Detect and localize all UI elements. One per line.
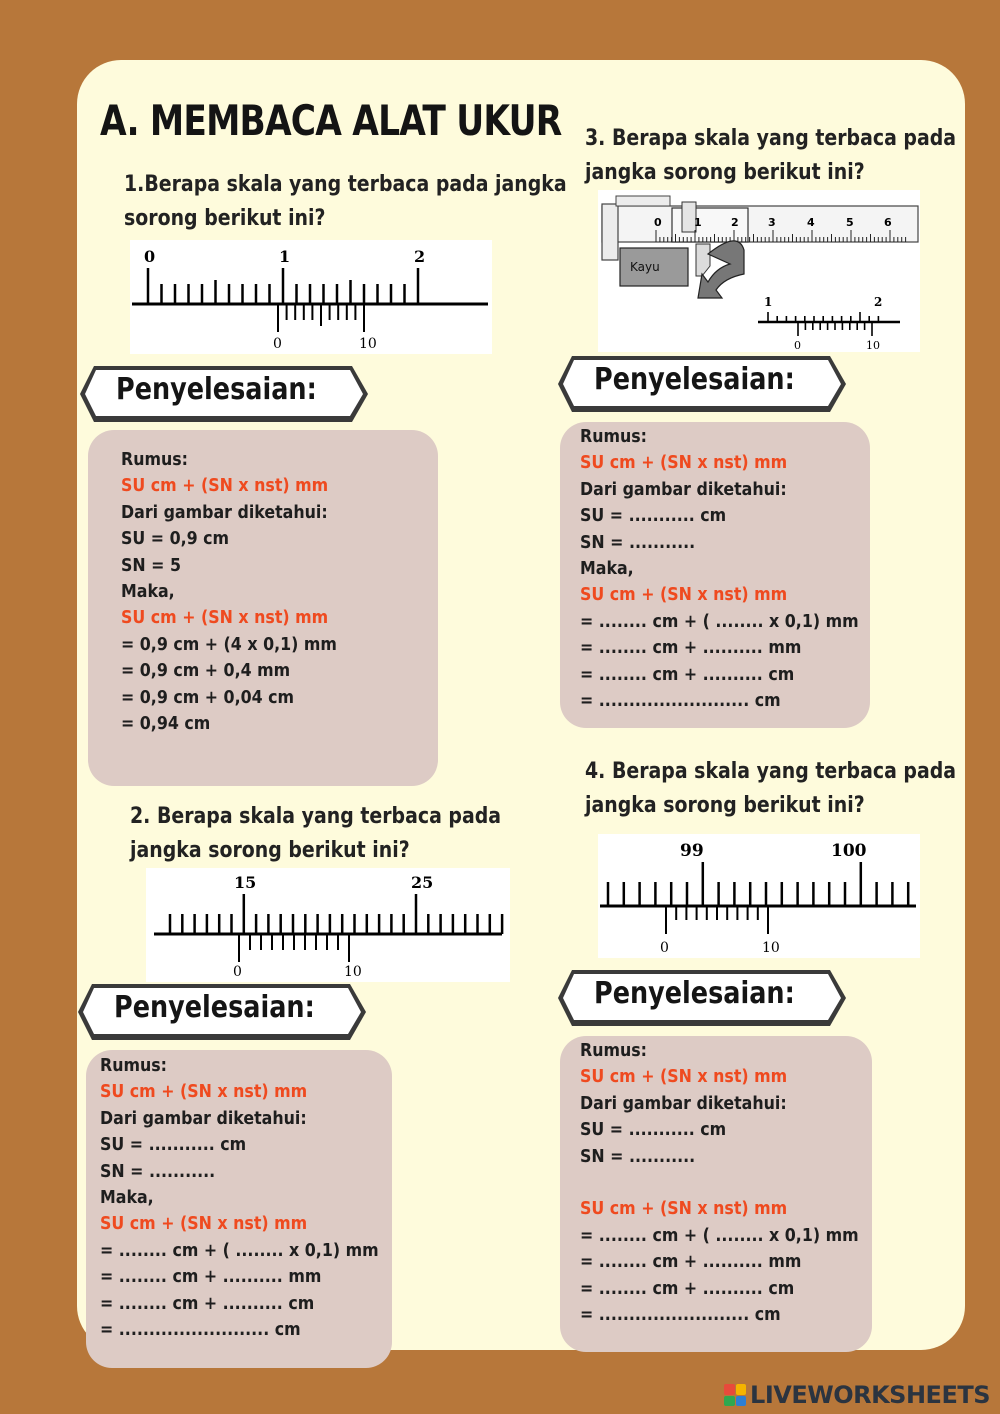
solution-line: SU cm + (SN x nst) mm bbox=[121, 475, 329, 497]
penyelesaian-banner-4 bbox=[556, 968, 848, 1028]
question-3: 3. Berapa skala yang terbaca pada jangka sorong berikut ini? bbox=[585, 126, 957, 185]
page-title: A. MEMBACA ALAT UKUR bbox=[100, 96, 562, 145]
solution-line: Dari gambar diketahui: bbox=[580, 478, 787, 500]
solution-line: = ......................... cm bbox=[580, 689, 781, 711]
solution-line: = 0,9 cm + (4 x 0,1) mm bbox=[121, 633, 337, 655]
main-scale-label: 1 bbox=[694, 216, 702, 229]
banner-label: Penyelesaian: bbox=[116, 372, 317, 407]
liveworksheets-footer[interactable] bbox=[724, 1382, 990, 1408]
solution-line: SU cm + (SN x nst) mm bbox=[580, 584, 788, 606]
solution-line: SU cm + (SN x nst) mm bbox=[100, 1081, 308, 1103]
solution-line: = ........ cm + .......... cm bbox=[580, 1277, 795, 1299]
penyelesaian-banner-1 bbox=[78, 364, 370, 424]
solution-line: SU cm + (SN x nst) mm bbox=[580, 452, 788, 474]
vernier-scale-label: 10 bbox=[866, 339, 880, 352]
wood-label: Kayu bbox=[630, 260, 660, 274]
solution-2-text bbox=[100, 1053, 379, 1343]
zoom-main-label: 1 bbox=[764, 295, 773, 309]
solution-line: Maka, bbox=[100, 1186, 154, 1208]
solution-line: SN = ........... bbox=[100, 1160, 216, 1182]
solution-4-text bbox=[580, 1038, 859, 1328]
banner-label: Penyelesaian: bbox=[594, 976, 795, 1011]
solution-line: = ........ cm + .......... cm bbox=[100, 1292, 315, 1314]
main-scale-label: 5 bbox=[846, 216, 854, 229]
solution-line: = ........ cm + .......... mm bbox=[580, 637, 802, 659]
penyelesaian-banner-3 bbox=[556, 354, 848, 414]
solution-line: Maka, bbox=[580, 557, 634, 579]
main-scale-label: 1 bbox=[279, 247, 291, 266]
zoom-main-label: 2 bbox=[874, 295, 883, 309]
banner-label: Penyelesaian: bbox=[594, 362, 795, 397]
main-scale-label: 99 bbox=[680, 841, 704, 861]
solution-line: = 0,9 cm + 0,04 cm bbox=[121, 686, 295, 708]
solution-line: SU cm + (SN x nst) mm bbox=[100, 1213, 308, 1235]
solution-line: = ........ cm + .......... mm bbox=[580, 1251, 802, 1273]
caliper-scale-1 bbox=[130, 240, 492, 354]
main-scale-label: 25 bbox=[411, 873, 434, 892]
solution-line: Rumus: bbox=[121, 449, 189, 470]
solution-line: Rumus: bbox=[580, 1040, 648, 1061]
caliper-with-wood-3 bbox=[598, 190, 920, 352]
vernier-scale-label: 0 bbox=[273, 336, 282, 352]
banner-label: Penyelesaian: bbox=[114, 990, 315, 1025]
footer-brand: LIVEWORKSHEETS bbox=[750, 1381, 990, 1409]
solution-line: Dari gambar diketahui: bbox=[100, 1107, 307, 1129]
question-1: 1.Berapa skala yang terbaca pada jangka sorong berikut ini? bbox=[124, 172, 567, 231]
solution-line: Maka, bbox=[121, 580, 175, 602]
caliper-figure-2 bbox=[146, 868, 510, 982]
solution-line: = ........ cm + ( ........ x 0,1) mm bbox=[580, 610, 859, 632]
solution-line: SU cm + (SN x nst) mm bbox=[580, 1066, 788, 1088]
caliper-scale-2 bbox=[146, 868, 510, 982]
solution-line: Dari gambar diketahui: bbox=[580, 1092, 787, 1114]
vernier-scale-label: 10 bbox=[359, 336, 377, 352]
main-scale-label: 4 bbox=[807, 216, 815, 229]
solution-line: = ........ cm + .......... cm bbox=[580, 663, 795, 685]
solution-line: = ......................... cm bbox=[580, 1303, 781, 1325]
vernier-scale-label: 0 bbox=[233, 964, 242, 980]
solution-line: SU = ........... cm bbox=[100, 1134, 247, 1156]
solution-line bbox=[580, 1170, 859, 1196]
main-scale-label: 3 bbox=[768, 216, 776, 229]
main-scale-label: 2 bbox=[414, 247, 426, 266]
solution-line: Rumus: bbox=[580, 426, 648, 447]
solution-line: = 0,94 cm bbox=[121, 712, 211, 734]
solution-line: = 0,9 cm + 0,4 mm bbox=[121, 660, 291, 682]
solution-line: SU = 0,9 cm bbox=[121, 528, 230, 550]
penyelesaian-banner-2 bbox=[76, 982, 368, 1042]
solution-line: = ........ cm + ( ........ x 0,1) mm bbox=[580, 1224, 859, 1246]
solution-line: Rumus: bbox=[100, 1055, 168, 1076]
solution-line: SU cm + (SN x nst) mm bbox=[580, 1198, 788, 1220]
solution-line: SN = 5 bbox=[121, 554, 181, 576]
question-2: 2. Berapa skala yang terbaca pada jangka sorong berikut ini? bbox=[130, 804, 502, 863]
solution-line: = ........ cm + ( ........ x 0,1) mm bbox=[100, 1239, 379, 1261]
vernier-scale-label: 0 bbox=[660, 940, 669, 956]
liveworksheets-logo-icon bbox=[724, 1384, 746, 1406]
caliper-scale-4 bbox=[598, 834, 920, 958]
solution-line: SU = ........... cm bbox=[580, 505, 727, 527]
caliper-figure-1 bbox=[130, 240, 492, 354]
solution-line: SU cm + (SN x nst) mm bbox=[121, 607, 329, 629]
main-scale-label: 15 bbox=[234, 873, 257, 892]
main-scale-label: 0 bbox=[654, 216, 662, 229]
solution-3-text bbox=[580, 424, 859, 714]
vernier-scale-label: 10 bbox=[344, 964, 362, 980]
vernier-scale-label: 10 bbox=[762, 940, 780, 956]
solution-line: = ........ cm + .......... mm bbox=[100, 1266, 322, 1288]
question-4: 4. Berapa skala yang terbaca pada jangka sorong berikut ini? bbox=[585, 759, 957, 818]
solution-line: = ......................... cm bbox=[100, 1318, 301, 1340]
caliper-figure-4 bbox=[598, 834, 920, 958]
solution-line: SU = ........... cm bbox=[580, 1119, 727, 1141]
solution-line: Dari gambar diketahui: bbox=[121, 501, 328, 523]
solution-line: SN = ........... bbox=[580, 531, 696, 553]
caliper-figure-3 bbox=[598, 190, 920, 352]
solution-1-text bbox=[121, 447, 337, 737]
vernier-scale-label: 0 bbox=[794, 339, 801, 352]
solution-line: SN = ........... bbox=[580, 1145, 696, 1167]
main-scale-label: 6 bbox=[884, 216, 892, 229]
main-scale-label: 100 bbox=[831, 841, 867, 861]
main-scale-label: 0 bbox=[144, 247, 156, 266]
main-scale-label: 2 bbox=[731, 216, 739, 229]
